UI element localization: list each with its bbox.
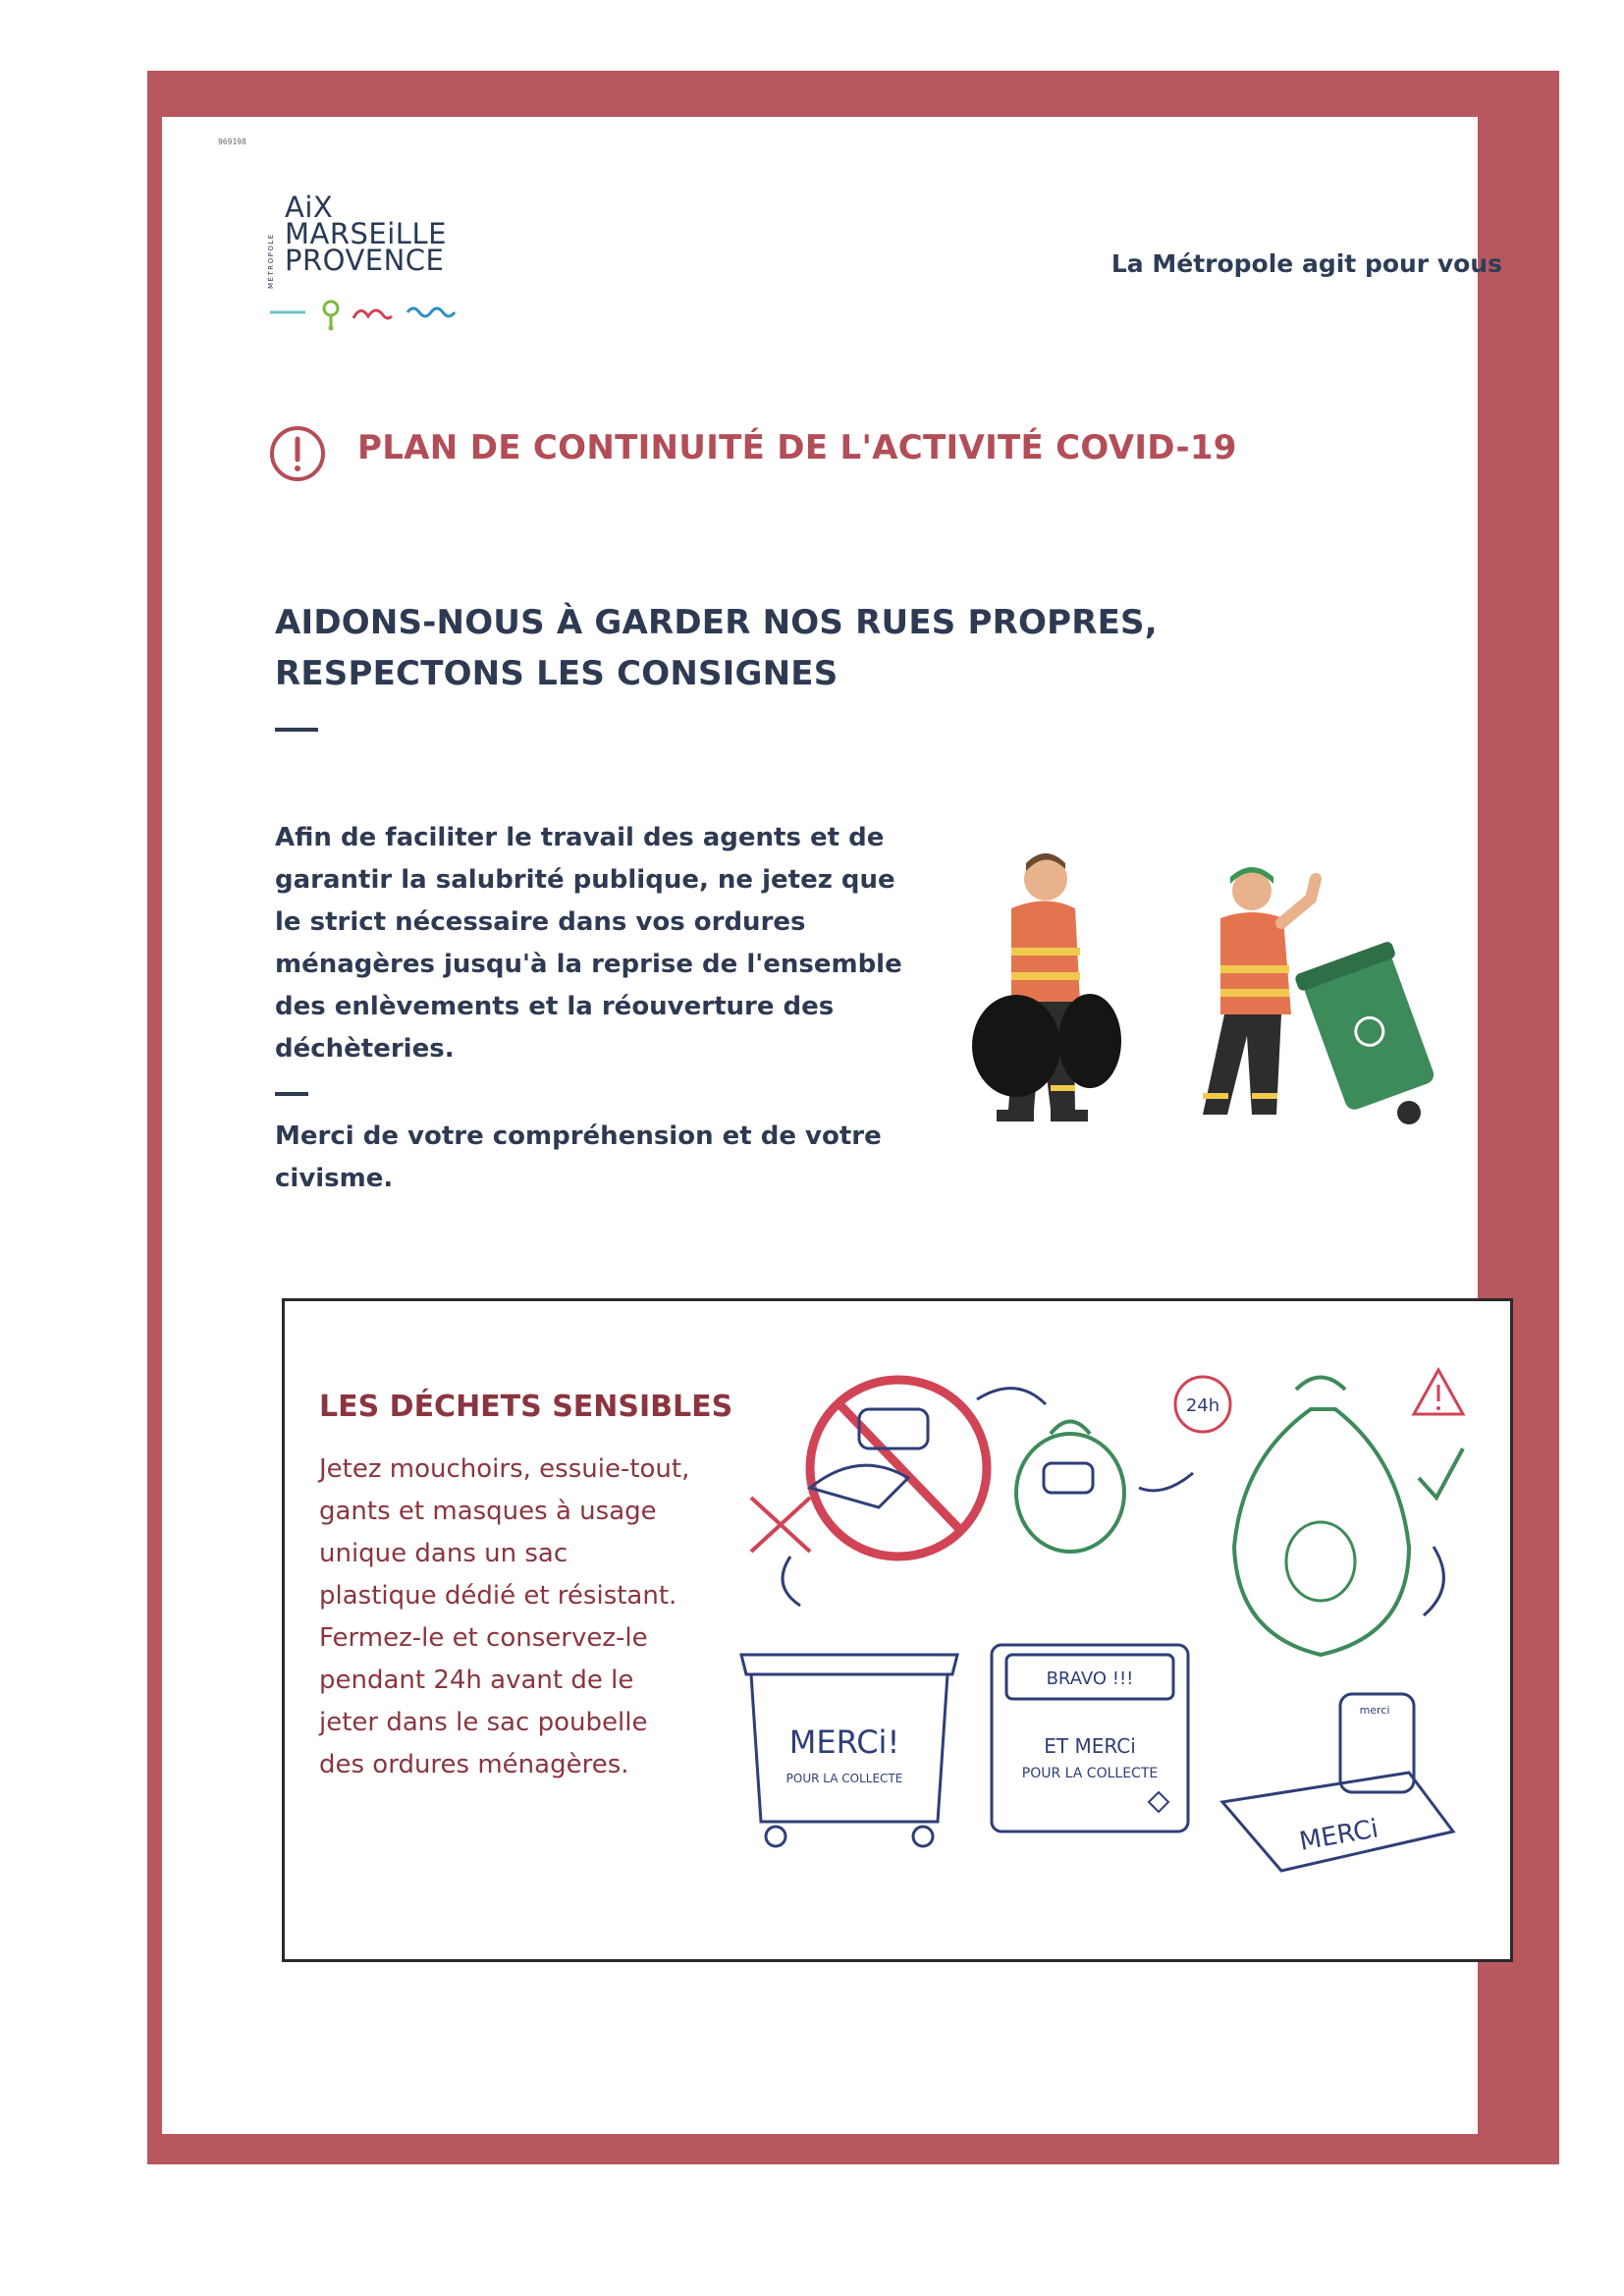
tagline: La Métropole agit pour vous xyxy=(1110,249,1502,278)
arrow-down-right-icon xyxy=(1424,1547,1443,1615)
bin1-merci-label: MERCi! xyxy=(788,1723,900,1761)
big-bag-icon xyxy=(1234,1378,1409,1656)
check-icon xyxy=(1419,1449,1463,1498)
small-bag-icon xyxy=(1016,1422,1124,1553)
intro-divider xyxy=(275,1092,308,1096)
logo-line-3: PROVENCE xyxy=(285,244,445,277)
logo xyxy=(265,187,511,344)
timer-icon xyxy=(1175,1377,1230,1432)
logo-line-1: AiX xyxy=(285,191,334,224)
logo-line-2: MARSEiLLE xyxy=(285,217,447,250)
no-touch-icon xyxy=(810,1380,987,1557)
bin2-merci-label: ET MERCi xyxy=(1044,1734,1136,1758)
logo-symbols xyxy=(270,297,496,336)
wheelie-bin-icon xyxy=(741,1655,957,1846)
page-code: 969198 xyxy=(218,137,246,146)
bin2-sub-label: POUR LA COLLECTE xyxy=(1021,1766,1159,1781)
logo-metropole-text: MÉTROPOLE xyxy=(267,233,275,289)
bin1-sub-label: POUR LA COLLECTE xyxy=(785,1772,903,1785)
sensitive-waste-text: Jetez mouchoirs, essuie-tout, gants et masques à usage unique dans un sac plastique dédié et résistant. Fermez-le et conservez-le pendant 24h avant de le jeter dans le sac poubelle des ordures ménagères. xyxy=(319,1454,690,1779)
bin2-bravo-label: BRAVO !!! xyxy=(1046,1668,1134,1689)
worker-with-bags xyxy=(972,853,1121,1121)
collection-bin-icon xyxy=(992,1645,1188,1831)
intro-paragraph-2: Merci de votre compréhension et de votre civisme. xyxy=(275,1121,882,1193)
page-heading xyxy=(275,597,1158,699)
arrow-down-left-icon xyxy=(783,1557,800,1606)
doormat-icon xyxy=(1222,1694,1453,1871)
timer-label: 24h xyxy=(1185,1395,1220,1416)
arrow-right-2-icon xyxy=(1139,1473,1193,1491)
sensitive-waste-title: LES DÉCHETS SENSIBLES xyxy=(319,1390,733,1424)
logo-metropole-label xyxy=(265,194,277,293)
covid-plan-title: PLAN DE CONTINUITÉ DE L'ACTIVITÉ COVID-19 xyxy=(357,428,1237,467)
heading-line-2: RESPECTONS LES CONSIGNES xyxy=(275,654,839,693)
sensitive-waste-box xyxy=(282,1298,1513,1962)
workers-illustration xyxy=(967,840,1438,1154)
waste-process-illustration xyxy=(731,1360,1478,1930)
mat-small-label: merci xyxy=(1359,1704,1390,1717)
worker-with-bin xyxy=(1203,867,1438,1124)
heading-line-1: AIDONS-NOUS À GARDER NOS RUES PROPRES, xyxy=(275,603,1158,642)
cross-icon xyxy=(751,1498,810,1552)
mat-merci-label: MERCi xyxy=(1297,1814,1381,1857)
heading-divider xyxy=(275,728,318,732)
arrow-right-icon xyxy=(977,1389,1046,1404)
warning-icon xyxy=(1414,1370,1463,1414)
intro-paragraph-1: Afin de faciliter le travail des agents et de garantir la salubrité publique, ne jetez que le strict nécessaire dans vos ordures ménagères jusqu'à la reprise de l'ensemble des enlèvements et la réouverture des déchèteries. xyxy=(275,823,902,1064)
intro-text xyxy=(275,817,913,1200)
exclamation-icon xyxy=(269,425,326,482)
